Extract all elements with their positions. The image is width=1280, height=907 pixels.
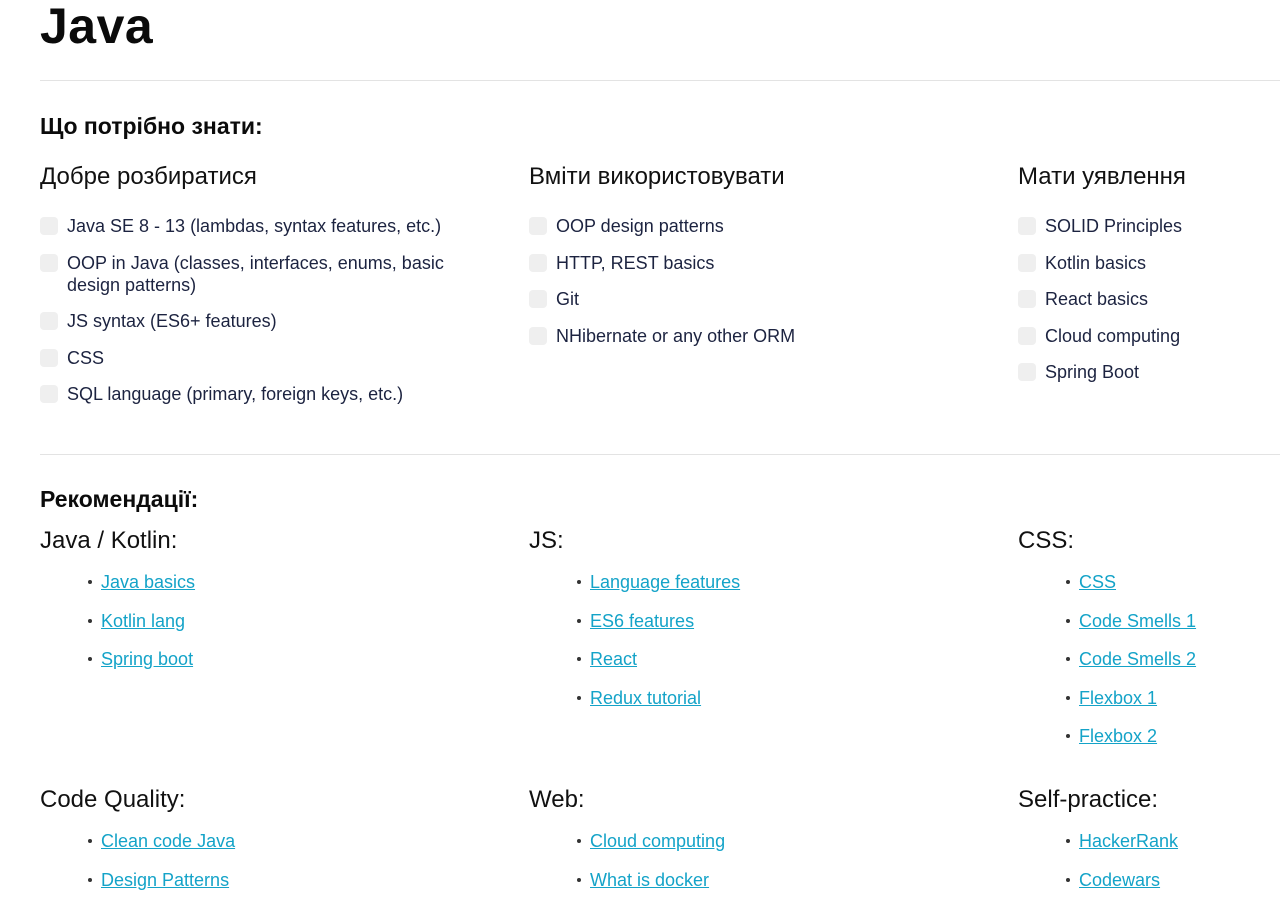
link-item	[577, 687, 979, 709]
resource-link[interactable]: Flexbox 2	[1079, 726, 1158, 746]
checklist	[1018, 215, 1273, 383]
recommendations-heading: Рекомендації:	[40, 486, 199, 512]
bullet-icon	[577, 580, 581, 584]
link-list	[529, 571, 979, 709]
checklist-item-label: Git	[556, 289, 580, 309]
recommendation-group-code-quality	[40, 786, 490, 907]
group-title: Self-practice:	[1018, 786, 1159, 813]
checklist-item	[529, 325, 979, 347]
link-item	[577, 830, 979, 852]
checkbox[interactable]	[40, 254, 58, 272]
checkbox[interactable]	[40, 312, 58, 330]
checkbox[interactable]	[529, 327, 547, 345]
checkbox[interactable]	[1018, 290, 1036, 308]
link-list	[40, 571, 490, 670]
divider	[40, 454, 1280, 455]
bullet-icon	[1066, 696, 1070, 700]
group-title: Web:	[529, 786, 585, 813]
link-item	[1066, 830, 1273, 852]
resource-link[interactable]: Cloud computing	[590, 831, 726, 851]
checklist-item-label: HTTP, REST basics	[556, 252, 715, 273]
bullet-icon	[1066, 657, 1070, 661]
resource-link[interactable]: What is docker	[590, 869, 710, 890]
group-title: JS:	[529, 527, 564, 554]
checklist	[40, 215, 490, 405]
link-item	[1066, 869, 1273, 891]
checklist-item-label: SOLID Principles	[1045, 216, 1183, 236]
knowledge-column-aware	[1018, 163, 1273, 398]
checklist-item	[529, 215, 979, 237]
bullet-icon	[1066, 619, 1070, 623]
recommendation-group-css	[1018, 527, 1273, 764]
link-list	[529, 830, 979, 891]
link-item	[1066, 571, 1273, 593]
checkbox[interactable]	[1018, 254, 1036, 272]
group-title: Java / Kotlin:	[40, 527, 178, 554]
resource-link[interactable]: Java basics	[101, 572, 196, 592]
resource-link[interactable]: Flexbox 1	[1079, 687, 1158, 708]
checklist-item	[40, 215, 490, 237]
column-title: Вміти використовувати	[529, 163, 785, 190]
bullet-icon	[1066, 878, 1070, 882]
bullet-icon	[1066, 580, 1070, 584]
recommendation-group-web	[529, 786, 979, 907]
resource-link[interactable]: Code Smells 2	[1079, 649, 1197, 669]
checkbox[interactable]	[529, 217, 547, 235]
recommendation-group-js	[529, 527, 979, 725]
link-list	[1018, 571, 1273, 747]
resource-link[interactable]: Clean code Java	[101, 831, 236, 851]
checklist-item	[1018, 361, 1273, 383]
link-item	[88, 571, 490, 593]
resource-link[interactable]: Code Smells 1	[1079, 610, 1197, 631]
checklist-item-label: SQL language (primary, foreign keys, etc.)	[67, 384, 404, 404]
group-title: Code Quality:	[40, 786, 186, 813]
checkbox[interactable]	[1018, 327, 1036, 345]
link-item	[88, 869, 490, 891]
bullet-icon	[1066, 734, 1070, 738]
bullet-icon	[88, 657, 92, 661]
link-item	[577, 648, 979, 670]
column-title: Мати уявлення	[1018, 163, 1186, 190]
checklist-item	[1018, 325, 1273, 347]
checkbox[interactable]	[1018, 363, 1036, 381]
checklist-item	[40, 347, 490, 369]
link-item	[1066, 687, 1273, 709]
bullet-icon	[577, 696, 581, 700]
bullet-icon	[88, 839, 92, 843]
checklist-item	[1018, 288, 1273, 310]
link-item	[577, 571, 979, 593]
link-item	[88, 648, 490, 670]
page-title: Java	[40, 0, 154, 54]
checklist-item-label: Kotlin basics	[1045, 252, 1147, 273]
checklist-item-label: OOP in Java (classes, interfaces, enums, basic design patterns)	[67, 252, 444, 295]
recommendation-group-self-practice	[1018, 786, 1273, 907]
checklist-item-label: JS syntax (ES6+ features)	[67, 311, 277, 331]
checkbox[interactable]	[40, 349, 58, 367]
checkbox[interactable]	[1018, 217, 1036, 235]
group-title: CSS:	[1018, 527, 1075, 554]
link-item	[88, 610, 490, 632]
column-title: Добре розбиратися	[40, 163, 257, 190]
bullet-icon	[577, 839, 581, 843]
bullet-icon	[577, 657, 581, 661]
checkbox[interactable]	[529, 290, 547, 308]
checkbox[interactable]	[529, 254, 547, 272]
resource-link[interactable]: CSS	[1079, 572, 1117, 592]
bullet-icon	[88, 619, 92, 623]
bullet-icon	[88, 878, 92, 882]
bullet-icon	[1066, 839, 1070, 843]
link-item	[1066, 648, 1273, 670]
link-item	[577, 869, 979, 891]
checklist-item-label: Java SE 8 - 13 (lambdas, syntax features, etc.)	[67, 216, 442, 236]
bullet-icon	[88, 580, 92, 584]
link-item	[577, 610, 979, 632]
checklist	[529, 215, 979, 347]
resource-link[interactable]: HackerRank	[1079, 831, 1179, 851]
recommendation-group-java-kotlin	[40, 527, 490, 687]
link-item	[1066, 610, 1273, 632]
bullet-icon	[577, 619, 581, 623]
resource-link[interactable]: ES6 features	[590, 610, 695, 631]
checklist-item	[1018, 215, 1273, 237]
link-item	[1066, 725, 1273, 747]
bullet-icon	[577, 878, 581, 882]
knowledge-heading: Що потрібно знати:	[40, 113, 263, 139]
checklist-item	[529, 288, 979, 310]
resource-link[interactable]: Codewars	[1079, 869, 1161, 890]
resource-link[interactable]: React	[590, 649, 638, 669]
divider	[40, 80, 1280, 81]
checklist-item-label: Spring Boot	[1045, 362, 1140, 382]
link-list	[40, 830, 490, 891]
checklist-item-label: NHibernate or any other ORM	[556, 325, 796, 346]
resource-link[interactable]: Spring boot	[101, 649, 194, 669]
checkbox[interactable]	[40, 385, 58, 403]
checklist-item	[40, 383, 490, 405]
knowledge-column-use	[529, 163, 979, 361]
checklist-item	[1018, 252, 1273, 274]
link-list	[1018, 830, 1273, 891]
resource-link[interactable]: Kotlin lang	[101, 610, 186, 631]
checklist-item	[529, 252, 979, 274]
checklist-item	[40, 310, 490, 332]
knowledge-column-good	[40, 163, 490, 420]
checklist-item-label: Cloud computing	[1045, 325, 1181, 346]
checklist-item	[40, 252, 490, 296]
link-item	[88, 830, 490, 852]
checklist-item-label: OOP design patterns	[556, 216, 724, 236]
checklist-item-label: CSS	[67, 347, 105, 368]
resource-link[interactable]: Design Patterns	[101, 869, 230, 890]
resource-link[interactable]: Redux tutorial	[590, 687, 702, 708]
resource-link[interactable]: Language features	[590, 572, 741, 592]
checklist-item-label: React basics	[1045, 289, 1149, 309]
checkbox[interactable]	[40, 217, 58, 235]
